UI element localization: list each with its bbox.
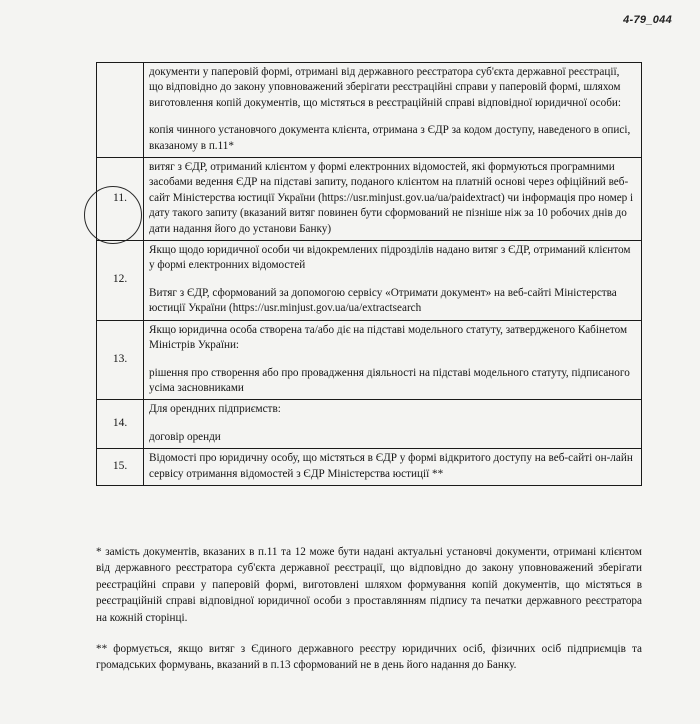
row-content	[144, 158, 642, 241]
row-number: 14.	[97, 400, 144, 449]
row-paragraph: Відомості про юридичну особу, що містяться в ЄДР у формі відкритого доступу на веб-сайті он-лайн сервісу отримання відомостей з ЄДР Міністерства юстиції **	[149, 452, 633, 480]
row-number: 11.	[97, 158, 144, 241]
documents-table-body	[97, 63, 642, 486]
table-row	[97, 400, 642, 449]
document-id: 4-79_044	[623, 14, 672, 26]
row-paragraph: Якщо юридична особа створена та/або діє на підставі модельного статуту, затвердженого Кабінетом Міністрів України:	[149, 323, 628, 352]
row-content	[144, 241, 642, 321]
table-row	[97, 63, 642, 158]
row-content	[144, 63, 642, 158]
row-number	[97, 63, 144, 158]
row-content	[144, 320, 642, 400]
table-row	[97, 449, 642, 486]
footnotes	[96, 544, 642, 689]
row-paragraph: документи у паперовій формі, отримані від державного реєстратора суб'єкта державної реєстрації, що відповідно до закону уповноважений зберігати реєстраційні справи у паперовій формі, шляхом виготовлення копій документів, що містяться в реєстраційній справі відповідної юридичної особи:	[149, 66, 621, 109]
footnote-2: ** формується, якщо витяг з Єдиного державного реєстру юридичних осіб, фізичних осіб підприємців та громадських формувань, вказаний в п.13 сформований не в день його надання до Банку.	[96, 643, 642, 672]
row-number: 12.	[97, 241, 144, 321]
row-paragraph: Для орендних підприємств:	[149, 403, 281, 416]
table-row	[97, 158, 642, 241]
footnote-1: * замість документів, вказаних в п.11 та 12 може бути надані актуальні установчі документи, отримані клієнтом від державного реєстратора суб'єкта державної реєстрації, що відповідно до закону уповноважений зберігати реєстраційні справи у паперовій формі, виготовлені шляхом формування копій документів, що містяться в реєстраційній справі відповідної юридичної особи з проставлянням підпису та печатки державного реєстратора на кожній сторінці.	[96, 546, 642, 624]
row-paragraph: договір оренди	[149, 430, 221, 443]
row-content	[144, 400, 642, 449]
row-number: 13.	[97, 320, 144, 400]
row-paragraph: рішення про створення або про провадження діяльності на підставі модельного статуту, підписаного усіма засновниками	[149, 366, 630, 394]
table-row	[97, 320, 642, 400]
row-content	[144, 449, 642, 486]
row-number: 15.	[97, 449, 144, 486]
row-paragraph: Якщо щодо юридичної особи чи відокремлених підрозділів надано витяг з ЄДР, отриманий клієнтом у формі електронних відомостей	[149, 244, 631, 272]
row-paragraph: витяг з ЄДР, отриманий клієнтом у формі електронних відомостей, які формуються програмними засобами ведення ЄДР на підставі запиту, поданого клієнтом на платній основі через офіційний веб-сайт Міністерства юстиції України (https://usr.minjust.gov.ua/ua/paidextract) чи інформація про номер і дату такого запиту (вказаний витяг повинен бути сформований не пізніше ніж за 10 робочих днів до дати надання його до установи Банку)	[149, 161, 634, 235]
row-paragraph: Витяг з ЄДР, сформований за допомогою сервісу «Отримати документ» на веб-сайті Міністерства юстиції України (https://usr.minjust.gov.ua/ua/extractsearch	[149, 286, 617, 315]
table-row	[97, 241, 642, 321]
row-paragraph: копія чинного установчого документа клієнта, отримана з ЄДР за кодом доступу, наведеного в описі, вказаному в п.11*	[149, 124, 631, 152]
documents-table	[96, 62, 642, 486]
